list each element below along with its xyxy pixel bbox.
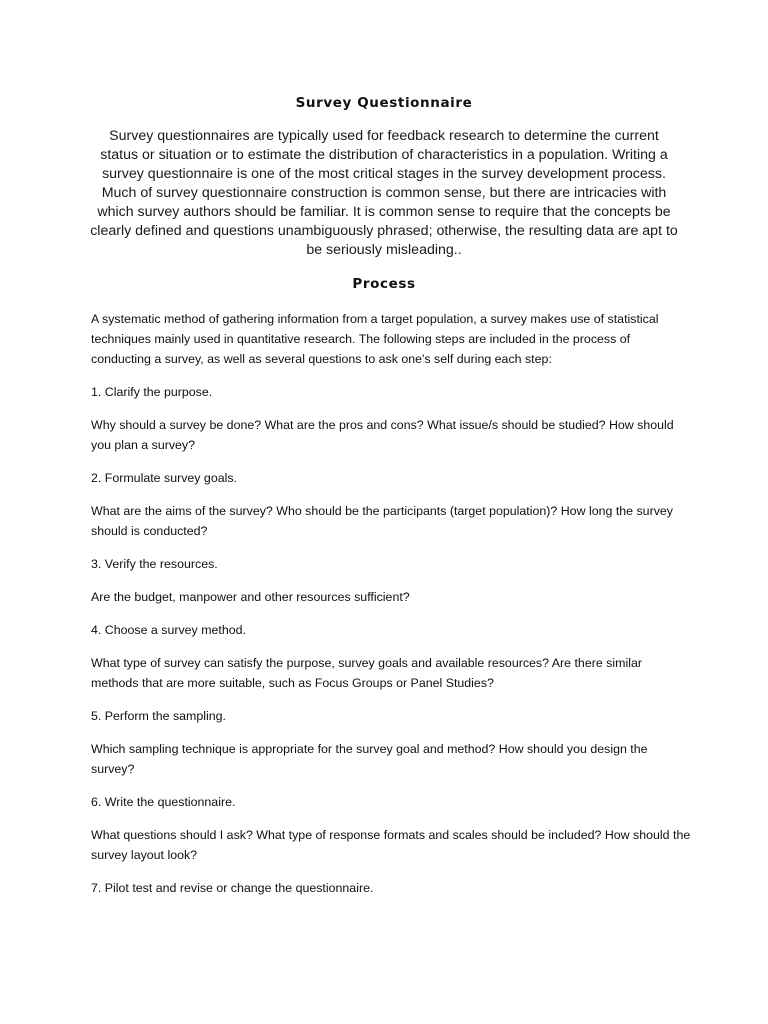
step-5-title: 5. Perform the sampling.	[91, 709, 226, 723]
step-6-questions: What questions should I ask? What type of response formats and scales should be included? How should the survey layout look?	[91, 828, 691, 862]
step-3-questions: Are the budget, manpower and other resources sufficient?	[91, 590, 410, 604]
step-1-title: 1. Clarify the purpose.	[91, 385, 213, 399]
step-6-title: 6. Write the questionnaire.	[91, 795, 236, 809]
step-3-title: 3. Verify the resources.	[91, 557, 218, 571]
step-7-title: 7. Pilot test and revise or change the questionnaire.	[91, 881, 374, 895]
step-4-title: 4. Choose a survey method.	[91, 623, 246, 637]
step-1-questions: Why should a survey be done? What are the pros and cons? What issue/s should be studied? How should you plan a survey?	[91, 418, 674, 452]
step-4-questions: What type of survey can satisfy the purpose, survey goals and available resources? Are there similar methods that are more suitable, such as Focus Groups or Panel Studies?	[91, 656, 642, 690]
step-2-title: 2. Formulate survey goals.	[91, 471, 237, 485]
process-section	[91, 309, 691, 911]
process-heading: Process	[352, 276, 416, 292]
step-2-questions: What are the aims of the survey? Who should be the participants (target population)? How long the survey should is conducted?	[91, 504, 673, 538]
step-5-questions: Which sampling technique is appropriate for the survey goal and method? How should you design the survey?	[91, 742, 648, 776]
intro-paragraph: Survey questionnaires are typically used for feedback research to determine the current status or situation or to estimate the distribution of characteristics in a population. Writing a survey questionnaire is one of the most critical stages in the survey development process. Much of survey questionnaire construction is common sense, but there are intricacies with which survey authors should be familiar. It is common sense to require that the concepts be clearly defined and questions unambiguously phrased; otherwise, the resulting data are apt to be seriously misleading..	[90, 128, 678, 258]
document-title: Survey Questionnaire	[295, 95, 473, 111]
process-intro-paragraph: A systematic method of gathering information from a target population, a survey makes use of statistical techniques mainly used in quantitative research. The following steps are included in the process of conducting a survey, as well as several questions to ask one's self during each step:	[91, 312, 659, 366]
